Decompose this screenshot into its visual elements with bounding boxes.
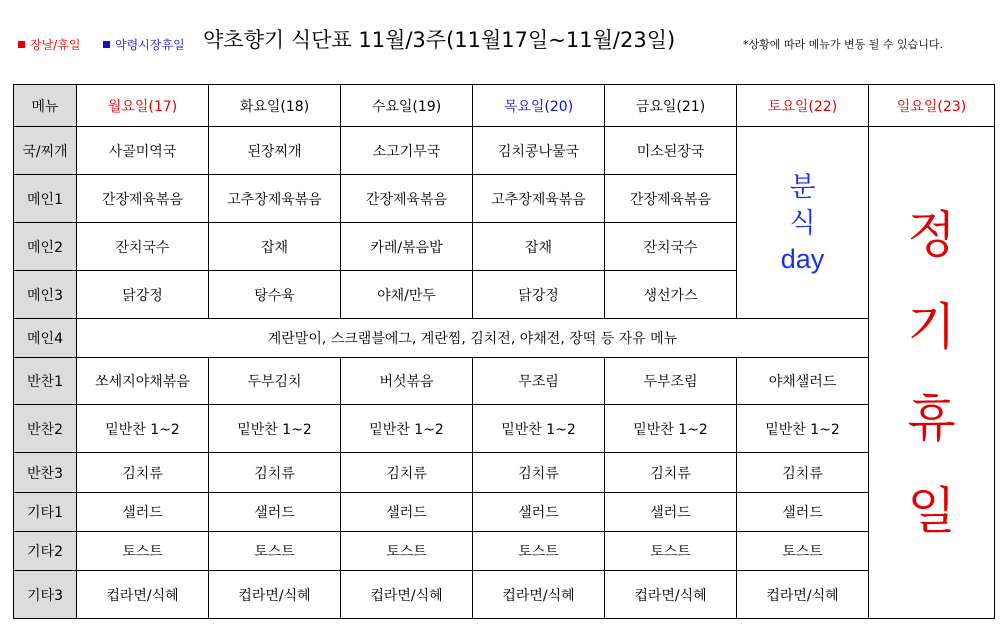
menu-cell: 잡채: [473, 223, 605, 271]
menu-cell: 밑반찬 1~2: [473, 405, 605, 453]
day-header-thu: 목요일(20): [473, 85, 605, 127]
menu-cell: 카레/볶음밥: [341, 223, 473, 271]
table-row: [14, 127, 995, 175]
menu-cell: 밑반찬 1~2: [209, 405, 341, 453]
saturday-special-line: 분: [789, 171, 816, 202]
menu-cell: 사골미역국: [77, 127, 209, 175]
day-header-tue: 화요일(18): [209, 85, 341, 127]
menu-cell: 고추장제육볶음: [209, 175, 341, 223]
menu-cell: 샐러드: [605, 493, 737, 532]
saturday-special-cell: [737, 127, 869, 319]
menu-cell: 고추장제육볶음: [473, 175, 605, 223]
sunday-closed-char: 일: [907, 481, 956, 540]
table-header-row: [14, 85, 995, 127]
row-label: 국/찌개: [14, 127, 77, 175]
row-label: 메인4: [14, 319, 77, 358]
day-header-wed: 수요일(19): [341, 85, 473, 127]
menu-cell: 컵라면/식혜: [77, 571, 209, 619]
day-header-sat: 토요일(22): [737, 85, 869, 127]
menu-cell: 야채/만두: [341, 271, 473, 319]
menu-cell: 김치류: [77, 453, 209, 493]
row-label: 반찬2: [14, 405, 77, 453]
notice-text: *상황에 따라 메뉴가 변동 될 수 있습니다.: [743, 38, 943, 51]
row-label: 기타2: [14, 532, 77, 571]
menu-cell: 토스트: [737, 532, 869, 571]
blue-square-icon: [103, 41, 110, 48]
row-label: 기타1: [14, 493, 77, 532]
menu-cell: 밑반찬 1~2: [77, 405, 209, 453]
menu-cell: 샐러드: [77, 493, 209, 532]
page-title: 약초향기 식단표 11월/3주(11월17일~11월/23일): [203, 28, 676, 52]
menu-cell: 미소된장국: [605, 127, 737, 175]
menu-cell: 잔치국수: [605, 223, 737, 271]
menu-cell: 컵라면/식혜: [737, 571, 869, 619]
sunday-closed-char: 기: [907, 297, 956, 356]
red-square-icon: [18, 41, 25, 48]
row-label: 메인1: [14, 175, 77, 223]
table-row: [14, 453, 995, 493]
menu-cell: 토스트: [341, 532, 473, 571]
menu-cell: 컵라면/식혜: [473, 571, 605, 619]
menu-cell: 간장제육볶음: [77, 175, 209, 223]
row-label: 기타3: [14, 571, 77, 619]
menu-cell: 김치콩나물국: [473, 127, 605, 175]
sunday-closed-char: 정: [907, 205, 956, 264]
menu-cell: 생선가스: [605, 271, 737, 319]
saturday-special-line: 식: [789, 207, 816, 238]
menu-cell: 김치류: [209, 453, 341, 493]
menu-cell: 간장제육볶음: [605, 175, 737, 223]
table-row: [14, 532, 995, 571]
row-label: 반찬3: [14, 453, 77, 493]
menu-cell: 두부조림: [605, 358, 737, 405]
menu-cell: 토스트: [473, 532, 605, 571]
menu-cell: 잔치국수: [77, 223, 209, 271]
menu-cell: 컵라면/식혜: [341, 571, 473, 619]
menu-cell: 샐러드: [737, 493, 869, 532]
day-header-mon: 월요일(17): [77, 85, 209, 127]
menu-cell: 된장찌개: [209, 127, 341, 175]
menu-cell: 컵라면/식혜: [209, 571, 341, 619]
menu-cell: 김치류: [341, 453, 473, 493]
menu-cell: 두부김치: [209, 358, 341, 405]
menu-cell: 토스트: [209, 532, 341, 571]
table-row: [14, 358, 995, 405]
menu-cell: 닭강정: [473, 271, 605, 319]
meal-table: [13, 84, 995, 619]
menu-cell: 샐러드: [341, 493, 473, 532]
menu-cell: 간장제육볶음: [341, 175, 473, 223]
menu-cell: 무조림: [473, 358, 605, 405]
menu-cell: 야채샐러드: [737, 358, 869, 405]
table-row: [14, 319, 995, 358]
legend-market: [103, 36, 185, 53]
menu-cell: 밑반찬 1~2: [341, 405, 473, 453]
menu-cell: 김치류: [737, 453, 869, 493]
menu-cell: 김치류: [473, 453, 605, 493]
menu-cell: 밑반찬 1~2: [737, 405, 869, 453]
legend-holiday-label: 장날/휴일: [30, 38, 81, 52]
saturday-special-line: day: [780, 243, 825, 274]
page-header: [0, 0, 1008, 72]
menu-cell: 버섯볶음: [341, 358, 473, 405]
corner-cell: 메뉴: [14, 85, 77, 127]
menu-cell: 소고기무국: [341, 127, 473, 175]
menu-cell: 샐러드: [209, 493, 341, 532]
menu-cell: 밑반찬 1~2: [605, 405, 737, 453]
menu-cell: 토스트: [605, 532, 737, 571]
menu-cell: 닭강정: [77, 271, 209, 319]
menu-cell: 토스트: [77, 532, 209, 571]
row-label: 메인2: [14, 223, 77, 271]
table-row: [14, 405, 995, 453]
day-header-fri: 금요일(21): [605, 85, 737, 127]
day-header-sun: 일요일(23): [869, 85, 995, 127]
legend-holiday: [18, 36, 80, 53]
row-label: 반찬1: [14, 358, 77, 405]
menu-cell: 샐러드: [473, 493, 605, 532]
sunday-closed-cell: [869, 127, 995, 619]
menu-cell: 잡채: [209, 223, 341, 271]
menu-cell: 쏘세지야채볶음: [77, 358, 209, 405]
table-row: [14, 571, 995, 619]
row-label: 메인3: [14, 271, 77, 319]
merged-menu-cell: 계란말이, 스크램블에그, 계란찜, 김치전, 야채전, 장떡 등 자유 메뉴: [77, 319, 869, 358]
sunday-closed-char: 휴: [907, 389, 956, 448]
menu-cell: 컵라면/식혜: [605, 571, 737, 619]
menu-cell: 탕수육: [209, 271, 341, 319]
legend-market-label: 약령시장휴일: [115, 38, 185, 52]
menu-cell: 김치류: [605, 453, 737, 493]
table-row: [14, 493, 995, 532]
